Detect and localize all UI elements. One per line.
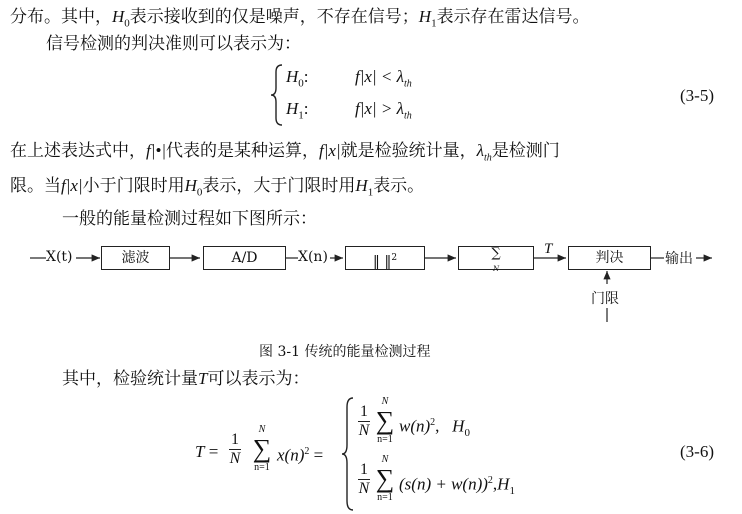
- para5-line1: [62, 368, 309, 390]
- eq36-summand: [277, 441, 323, 467]
- text-segment: 其中，检验统计量: [62, 369, 198, 389]
- text-segment: 在上述表达式中，: [10, 141, 146, 161]
- math-sub: 0: [298, 77, 304, 90]
- case2-summation: [373, 454, 397, 504]
- text-segment: 限。当: [10, 176, 61, 196]
- text-segment: 就是检验统计量，: [340, 141, 477, 161]
- eq36-number: (3-6): [680, 442, 714, 461]
- eq35-row2-rel: [355, 98, 412, 127]
- fraction-numerator: 1: [360, 403, 368, 420]
- para3-line1: [10, 140, 560, 169]
- math-rel: f|x| > λ: [355, 99, 404, 118]
- math-f: f|x|: [319, 141, 341, 160]
- filter-block: 滤波: [101, 246, 170, 270]
- sum-upper: N: [258, 424, 266, 435]
- equals: =: [309, 445, 324, 465]
- sum-upper: N: [381, 396, 389, 407]
- eq35-row1: [286, 66, 309, 94]
- eq35-row2: [286, 98, 309, 126]
- para2-line1: 信号检测的判决准则可以表示为：: [46, 34, 301, 54]
- cases-brace: [341, 395, 355, 513]
- math-lambda: λ: [476, 141, 485, 160]
- fraction-denominator: N: [229, 450, 241, 467]
- colon: :: [303, 99, 309, 118]
- case2-expr: [399, 470, 515, 502]
- para1-line1: [10, 6, 590, 34]
- text-segment: 小于门限时用: [82, 176, 185, 196]
- math-sub: 1: [298, 109, 304, 122]
- text-segment: 分布。其中，: [10, 7, 112, 27]
- case2-fraction: [358, 461, 370, 498]
- math-h0: H: [112, 7, 125, 26]
- statistic-t-label: T: [544, 241, 553, 257]
- exponent: 2: [304, 446, 310, 457]
- case1-fraction: [358, 403, 370, 440]
- math-f: f|•|: [146, 141, 167, 160]
- eq35-number: (3-5): [680, 86, 714, 105]
- math-sub: 0: [196, 186, 203, 199]
- adc-block: A/D: [203, 246, 286, 270]
- fraction-denominator: N: [358, 480, 370, 497]
- summation: [250, 424, 274, 474]
- math-h: H: [286, 67, 299, 86]
- math-h0: H: [184, 176, 197, 195]
- text-segment: 表示。: [373, 176, 425, 196]
- case1-expr: [399, 412, 470, 444]
- math-sub: 1: [431, 17, 437, 30]
- math-h1: H: [355, 176, 368, 195]
- math-t: T: [195, 442, 205, 461]
- exponent: 2: [430, 417, 436, 428]
- comma: ,: [435, 416, 453, 436]
- sum-limit: N: [492, 265, 500, 273]
- decision-block: 判决: [568, 246, 651, 270]
- math-summand: (s(n) + w(n)): [399, 474, 488, 494]
- math-h1: H: [418, 7, 432, 26]
- para3-line2: [10, 175, 424, 203]
- math-sub: th: [403, 110, 412, 122]
- math-summand: x(n): [277, 445, 305, 465]
- sum-lower: n=1: [377, 492, 393, 503]
- math-h0: H: [452, 416, 465, 436]
- output-label: 输出: [665, 251, 693, 267]
- eq36-lhs: [195, 441, 218, 463]
- equals: =: [204, 442, 219, 461]
- math-summand: w(n): [399, 416, 431, 436]
- math-rel: f|x| < λ: [355, 67, 404, 86]
- fraction-numerator: 1: [360, 461, 368, 478]
- sigma-symbol: ∑: [252, 434, 272, 463]
- text-segment: 是检测门: [491, 141, 560, 161]
- math-t: T: [198, 369, 208, 388]
- square-norm-block: [345, 246, 425, 270]
- math-sub: th: [403, 78, 412, 90]
- text-segment: 表示接收到的仅是噪声，不存在信号；: [129, 7, 419, 27]
- fraction-numerator: 1: [231, 431, 239, 448]
- comma: ,: [492, 474, 498, 494]
- fraction-denominator: N: [358, 422, 370, 439]
- input-signal-label: X(t): [46, 249, 73, 265]
- para4-line1: 一般的能量检测过程如下图所示：: [62, 209, 317, 229]
- text-segment: 可以表示为：: [207, 369, 310, 389]
- equation-3-6: [195, 395, 565, 513]
- sum-lower: n=1: [377, 434, 393, 445]
- eq35-row1-rel: [355, 66, 412, 95]
- exponent: 2: [487, 475, 493, 486]
- sum-symbol: ∑: [491, 246, 501, 261]
- math-f: f|x|: [61, 176, 83, 195]
- sampled-signal-label: X(n): [298, 249, 328, 265]
- math-h: H: [286, 99, 299, 118]
- text-segment: 代表的是某种运算，: [166, 141, 320, 161]
- text-segment: 表示存在雷达信号。: [436, 7, 590, 27]
- norm-symbol: ‖ ‖: [372, 253, 392, 270]
- colon: :: [303, 67, 309, 86]
- fraction: [229, 431, 241, 468]
- math-sub: 1: [367, 186, 374, 199]
- text-segment: 表示，大于门限时用: [202, 176, 356, 196]
- figure-caption: 图 3-1 传统的能量检测过程: [259, 344, 431, 360]
- math-h1: H: [497, 474, 510, 494]
- math-sub: 0: [464, 427, 470, 440]
- energy-detection-diagram: [0, 238, 742, 328]
- summation-block: [458, 246, 534, 273]
- math-sub: th: [484, 152, 492, 164]
- sigma-symbol: ∑: [375, 464, 395, 493]
- sum-upper: N: [381, 454, 389, 465]
- sum-lower: n=1: [254, 462, 270, 473]
- case1-summation: [373, 396, 397, 446]
- equation-3-5: [270, 62, 470, 128]
- threshold-label: 门限: [591, 291, 619, 307]
- sigma-symbol: ∑: [375, 406, 395, 435]
- left-brace: [270, 62, 284, 128]
- math-sub: 1: [509, 485, 515, 498]
- math-sub: 0: [124, 17, 130, 30]
- norm-exponent: 2: [391, 253, 398, 263]
